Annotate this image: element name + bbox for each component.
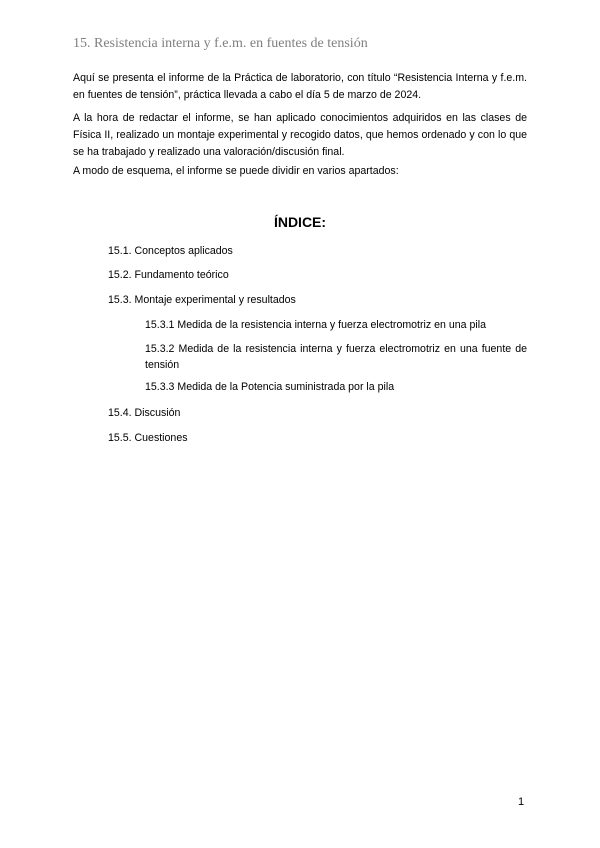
toc-subitem-potencia-pila[interactable]: 15.3.3 Medida de la Potencia suministrada por la pila — [145, 381, 395, 393]
toc-item-fundamento-teorico[interactable]: 15.2. Fundamento teórico — [108, 269, 229, 281]
toc-subitem-resistencia-fuente[interactable]: 15.3.2 Medida de la resistencia interna y fuerza electromotriz en una fuente de tensión — [145, 343, 527, 371]
toc-item-montaje-experimental[interactable]: 15.3. Montaje experimental y resultados — [108, 294, 296, 306]
toc-subitem-resistencia-pila[interactable]: 15.3.1 Medida de la resistencia interna y fuerza electromotriz en una pila — [145, 319, 486, 331]
toc-item-conceptos-aplicados[interactable]: 15.1. Conceptos aplicados — [108, 245, 233, 257]
toc-item-cuestiones[interactable]: 15.5. Cuestiones — [108, 432, 188, 444]
context-paragraph: A la hora de redactar el informe, se han aplicado conocimientos adquiridos en las clases de Física II, realizado un montaje experimental y recogido datos, que hemos ordenado y con lo que se ha trabajado y realizado una valoración/discusión final. — [73, 112, 527, 158]
running-header-title: 15. Resistencia interna y f.e.m. en fuentes de tensión — [73, 36, 368, 51]
index-heading: ÍNDICE: — [273, 214, 327, 230]
toc-item-discusion[interactable]: 15.4. Discusión — [108, 407, 181, 419]
page-number: 1 — [518, 796, 525, 808]
outline-paragraph: A modo de esquema, el informe se puede dividir en varios apartados: — [73, 165, 399, 177]
intro-paragraph: Aquí se presenta el informe de la Práctica de laboratorio, con título “Resistencia Interna y f.e.m. en fuentes de tensión”, práctica llevada a cabo el día 5 de marzo de 2024. — [73, 72, 527, 101]
